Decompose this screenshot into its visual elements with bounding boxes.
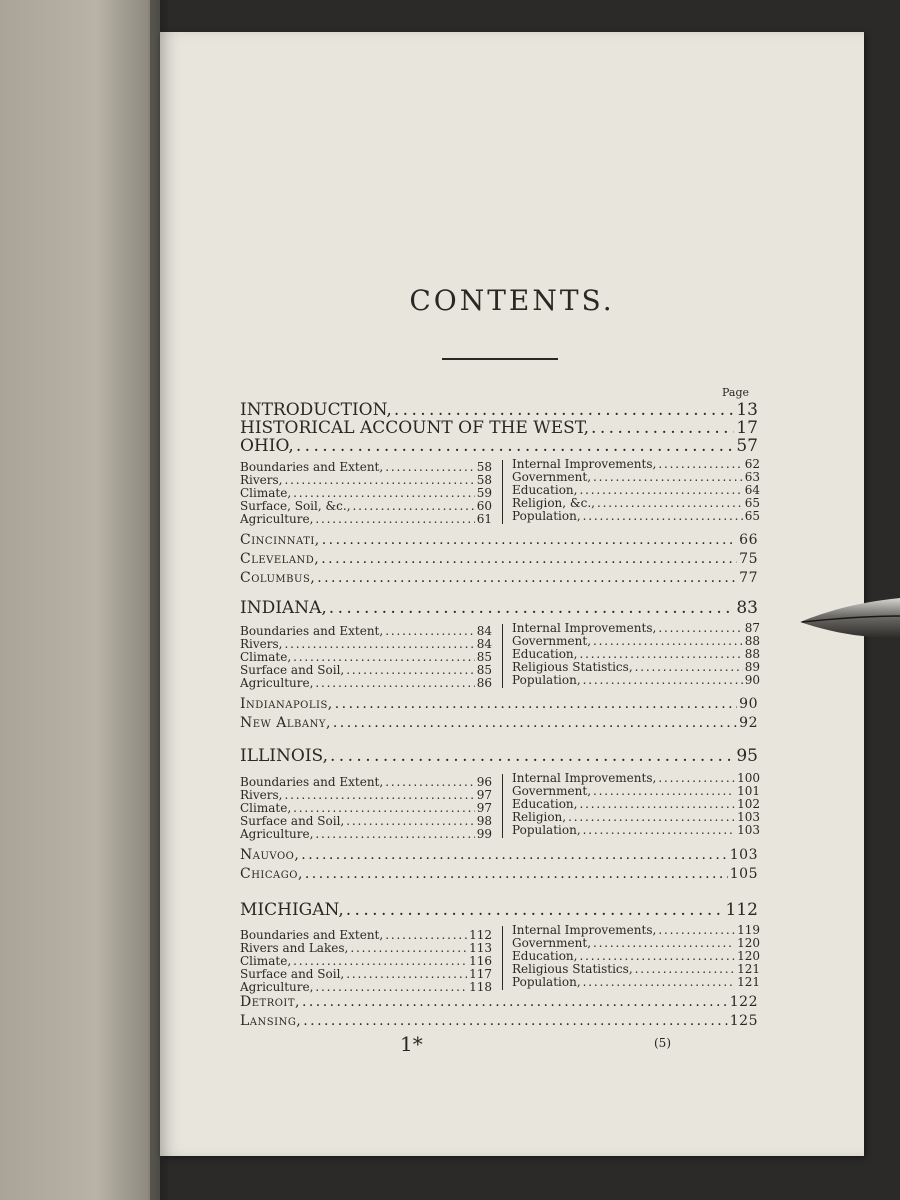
entry-label: Nauvoo, [240,847,300,863]
leader-dots [658,457,742,471]
toc-subentry [240,486,492,500]
leader-dots [284,637,474,651]
entry-page: 119 [737,923,760,937]
toc-entry-indiana [240,598,758,618]
entry-label: Internal Improvements, [512,923,657,937]
entry-label: Surface and Soil, [240,967,345,981]
toc-city-entry [240,696,758,714]
entry-label: Boundaries and Extent, [240,624,384,638]
toc-city-entry [240,866,758,884]
leader-dots [293,486,475,500]
toc-subentry [240,827,492,841]
entry-page: 58 [476,460,492,474]
entry-label: Agriculture, [240,980,314,994]
entry-label: Rivers, [240,473,283,487]
leader-dots [597,496,743,510]
toc-entry-ohio [240,436,758,456]
leader-dots [385,460,475,474]
entry-label: Climate, [240,801,292,815]
toc-subentry [512,660,760,674]
leader-dots [353,499,475,513]
entry-page: 105 [729,866,758,882]
leader-dots [593,936,735,950]
entry-page: 60 [476,499,492,513]
toc-subentry [240,814,492,828]
entry-page: 103 [729,847,758,863]
toc-subentry [240,637,492,651]
entry-page: 118 [469,980,492,994]
toc-subentry [240,650,492,664]
leader-dots [658,621,742,635]
entry-label: Education, [512,949,578,963]
entry-page: 65 [744,509,760,523]
entry-page: 121 [737,975,760,989]
leader-dots [296,436,735,456]
toc-subentry [240,967,492,981]
toc-subentry [512,647,760,661]
leader-dots [284,473,474,487]
leader-dots [346,663,474,677]
toc-subentry [512,496,760,510]
leader-dots [293,801,475,815]
entry-label: Population, [512,509,581,523]
entry-page: 88 [744,634,760,648]
entry-label: Agriculture, [240,512,314,526]
leader-dots [593,634,743,648]
toc-subentry [240,499,492,513]
entry-page: 66 [739,532,758,548]
toc-subentry [240,460,492,474]
entry-page: 101 [737,784,760,798]
entry-page: 99 [476,827,492,841]
toc-subentry [240,980,492,994]
toc-subentry [512,797,760,811]
leader-dots [583,509,743,523]
toc-subentry [512,823,760,837]
leader-dots [583,975,735,989]
leader-dots [293,954,467,968]
toc-city-entry [240,551,758,569]
entry-page: 103 [737,810,760,824]
toc-entry-michigan [240,900,758,920]
title-rule [442,358,558,360]
entry-label: MICHIGAN, [240,900,344,920]
toc-subentry [512,962,760,976]
leader-dots [635,660,743,674]
toc-subentry [240,512,492,526]
page-title: CONTENTS. [409,284,615,317]
page-column-label: Page [722,386,750,399]
toc-subentry [240,954,492,968]
entry-label: Religious Statistics, [512,660,633,674]
entry-page: 85 [476,663,492,677]
toc-subentry [512,975,760,989]
entry-label: Government, [512,634,592,648]
entry-label: Government, [512,936,592,950]
leader-dots [385,624,475,638]
entry-page: 84 [476,637,492,651]
entry-label: INDIANA, [240,598,327,618]
leader-dots [583,823,735,837]
entry-label: Climate, [240,954,292,968]
toc-subentry [240,624,492,638]
toc-city-entry [240,570,758,588]
leader-dots [301,847,727,863]
entry-page: 97 [476,788,492,802]
entry-page: 63 [744,470,760,484]
leader-dots [315,980,467,994]
entry-label: Cincinnati, [240,532,320,548]
entry-label: Detroit, [240,994,300,1010]
entry-label: Surface and Soil, [240,814,345,828]
column-divider [502,460,503,524]
entry-page: 90 [739,696,758,712]
entry-label: Lansing, [240,1013,302,1029]
entry-label: OHIO, [240,436,294,456]
entry-label: Surface and Soil, [240,663,345,677]
leader-dots [593,784,735,798]
column-divider [502,774,503,838]
leader-dots [394,400,735,420]
leader-dots [315,676,474,690]
leader-dots [635,962,735,976]
entry-label: Cleveland, [240,551,320,567]
toc-subentry [240,801,492,815]
entry-label: Education, [512,647,578,661]
entry-label: Government, [512,784,592,798]
entry-label: Rivers, [240,788,283,802]
leader-dots [322,532,737,548]
entry-page: 112 [725,900,758,920]
entry-page: 75 [739,551,758,567]
entry-page: 58 [476,473,492,487]
entry-page: 64 [744,483,760,497]
entry-page: 95 [736,746,758,766]
toc-subentry [512,936,760,950]
toc-subentry [512,634,760,648]
entry-label: Boundaries and Extent, [240,460,384,474]
entry-page: 57 [736,436,758,456]
entry-label: Climate, [240,650,292,664]
entry-label: Education, [512,483,578,497]
leader-dots [579,797,735,811]
leader-dots [658,923,735,937]
entry-page: 98 [476,814,492,828]
entry-label: Indianapolis, [240,696,333,712]
leader-dots [333,715,737,731]
leader-dots [346,900,724,920]
entry-label: Religion, [512,810,567,824]
entry-label: New Albany, [240,715,331,731]
entry-label: Boundaries and Extent, [240,775,384,789]
entry-page: 96 [476,775,492,789]
leader-dots [305,866,728,882]
leader-dots [284,788,474,802]
leader-dots [293,650,475,664]
leader-dots [335,696,737,712]
entry-page: 17 [736,418,758,438]
entry-page: 90 [744,673,760,687]
leader-dots [302,994,728,1010]
leader-dots [329,598,735,618]
entry-page: 122 [729,994,758,1010]
entry-label: Agriculture, [240,827,314,841]
toc-subentry [512,621,760,635]
toc-city-entry [240,994,758,1012]
book-page [160,32,864,1156]
leader-dots [593,470,743,484]
entry-page: 121 [737,962,760,976]
leader-dots [315,512,474,526]
entry-page: 120 [737,936,760,950]
entry-label: Internal Improvements, [512,457,657,471]
page-number: (5) [654,1036,671,1050]
toc-entry-illinois [240,746,758,766]
entry-label: Internal Improvements, [512,621,657,635]
entry-label: Religion, &c., [512,496,595,510]
leader-dots [346,967,467,981]
left-page [0,0,160,1200]
leader-dots [579,483,742,497]
toc-subentry [512,457,760,471]
entry-label: HISTORICAL ACCOUNT OF THE WEST, [240,418,590,438]
toc-city-entry [240,1013,758,1031]
entry-page: 116 [469,954,492,968]
leader-dots [658,771,735,785]
entry-label: Government, [512,470,592,484]
leader-dots [568,810,735,824]
toc-subentry [512,771,760,785]
leader-dots [591,418,734,438]
entry-page: 113 [469,941,492,955]
entry-label: Columbus, [240,570,316,586]
entry-page: 88 [744,647,760,661]
toc-subentry [512,810,760,824]
entry-label: ILLINOIS, [240,746,328,766]
entry-page: 77 [739,570,758,586]
toc-subentry [512,784,760,798]
entry-label: Agriculture, [240,676,314,690]
toc-subentry [512,949,760,963]
toc-subentry [240,941,492,955]
column-divider [502,926,503,990]
entry-label: Education, [512,797,578,811]
entry-label: Population, [512,975,581,989]
leader-dots [385,775,475,789]
toc-city-entry [240,532,758,550]
toc-subentry [240,775,492,789]
leader-dots [315,827,474,841]
entry-page: 86 [476,676,492,690]
entry-label: Religious Statistics, [512,962,633,976]
entry-page: 83 [736,598,758,618]
entry-label: Surface, Soil, &c., [240,499,351,513]
leader-dots [321,551,737,567]
toc-subentry [240,676,492,690]
leader-dots [583,673,743,687]
entry-page: 85 [476,650,492,664]
entry-page: 13 [736,400,758,420]
pen-nib-icon [800,598,900,642]
entry-page: 102 [737,797,760,811]
toc-subentry [240,928,492,942]
entry-page: 65 [744,496,760,510]
entry-page: 62 [744,457,760,471]
entry-label: Boundaries and Extent, [240,928,384,942]
leader-dots [317,570,737,586]
entry-label: Climate, [240,486,292,500]
entry-page: 92 [739,715,758,731]
leader-dots [385,928,467,942]
toc-city-entry [240,715,758,733]
column-divider [502,624,503,688]
toc-entry-introduction [240,400,758,420]
toc-subentry [512,509,760,523]
toc-entry-historical-account [240,418,758,438]
leader-dots [350,941,467,955]
entry-page: 84 [476,624,492,638]
leader-dots [303,1013,728,1029]
entry-page: 120 [737,949,760,963]
entry-label: Population, [512,673,581,687]
entry-page: 100 [737,771,760,785]
toc-subentry [512,673,760,687]
entry-label: Chicago, [240,866,303,882]
toc-subentry [240,788,492,802]
toc-subentry [512,923,760,937]
toc-city-entry [240,847,758,865]
entry-label: Internal Improvements, [512,771,657,785]
entry-page: 97 [476,801,492,815]
entry-page: 59 [476,486,492,500]
entry-label: Rivers and Lakes, [240,941,349,955]
entry-label: INTRODUCTION, [240,400,392,420]
entry-page: 112 [469,928,492,942]
entry-page: 117 [469,967,492,981]
entry-label: Rivers, [240,637,283,651]
entry-label: Population, [512,823,581,837]
entry-page: 103 [737,823,760,837]
toc-subentry [512,483,760,497]
toc-subentry [240,663,492,677]
toc-subentry [240,473,492,487]
entry-page: 125 [729,1013,758,1029]
entry-page: 61 [476,512,492,526]
leader-dots [579,949,735,963]
entry-page: 89 [744,660,760,674]
toc-subentry [512,470,760,484]
leader-dots [346,814,474,828]
signature-mark: 1* [400,1032,423,1056]
entry-page: 87 [744,621,760,635]
leader-dots [579,647,742,661]
leader-dots [330,746,734,766]
